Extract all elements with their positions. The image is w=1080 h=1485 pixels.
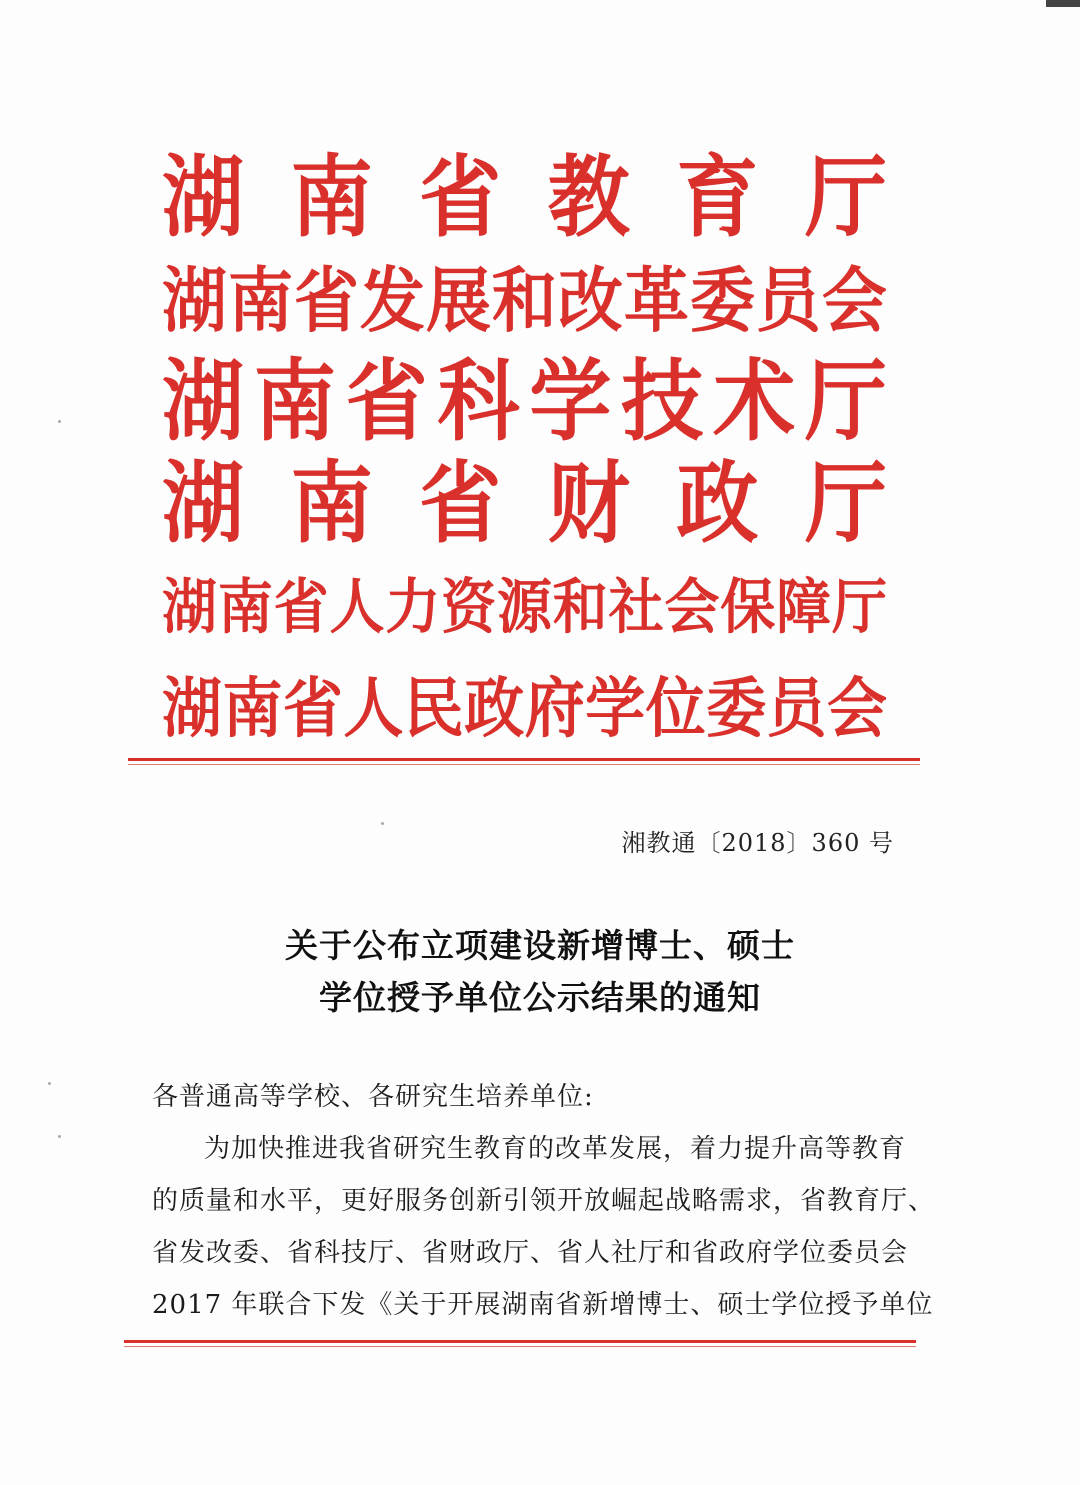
issuer-char: 员: [755, 260, 821, 342]
issuer-char: 民: [403, 671, 464, 747]
issuer-char: 南: [290, 147, 373, 250]
issuer-char: 政: [464, 671, 525, 747]
issuer-char: 员: [766, 671, 827, 747]
issuer-char: 省: [419, 147, 502, 250]
issuer-char: 教: [547, 147, 630, 250]
issuer-char: 学: [529, 351, 612, 454]
issuer-line: [162, 246, 887, 356]
scan-corner-mark: [1046, 0, 1080, 7]
body-line: 2017 年联合下发《关于开展湖南省新增博士、硕士学位授予单位: [152, 1290, 934, 1320]
issuer-char: 资: [441, 571, 497, 642]
scan-speck: [48, 1082, 51, 1085]
issuer-char: 改: [557, 260, 623, 342]
body-line: 为加快推进我省研究生教育的改革发展，着力提升高等教育: [204, 1134, 907, 1164]
issuer-char: 厅: [804, 453, 887, 556]
scan-speck: [381, 822, 384, 825]
issuer-char: 政: [676, 453, 759, 556]
footer-divider-thin: [124, 1346, 916, 1347]
issuer-char: 省: [273, 571, 329, 642]
issuer-line: [162, 552, 887, 662]
footer-divider: [124, 1340, 916, 1343]
issuer-char: 厅: [804, 351, 887, 454]
issuer-char: 和: [552, 571, 608, 642]
issuer-char: 南: [227, 260, 293, 342]
issuer-char: 厅: [831, 571, 887, 642]
issuer-char: 南: [253, 351, 336, 454]
issuer-char: 科: [437, 351, 520, 454]
issuer-char: 湖: [162, 147, 245, 250]
issuer-char: 省: [419, 453, 502, 556]
issuer-char: 革: [623, 260, 689, 342]
issuer-char: 省: [293, 260, 359, 342]
issuer-header: [162, 148, 887, 760]
issuer-char: 南: [222, 671, 283, 747]
issuer-char: 南: [290, 453, 373, 556]
issuer-char: 育: [676, 147, 759, 250]
issuer-char: 技: [621, 351, 704, 454]
issuer-char: 会: [664, 571, 720, 642]
issuer-line: [162, 450, 887, 560]
issuer-char: 委: [689, 260, 755, 342]
issuer-char: 会: [821, 260, 887, 342]
issuer-char: 展: [425, 260, 491, 342]
issuer-char: 源: [496, 571, 552, 642]
issuer-char: 发: [359, 260, 425, 342]
document-number: 湘教通〔2018〕360 号: [621, 829, 894, 857]
issuer-char: 和: [491, 260, 557, 342]
issuer-char: 委: [706, 671, 767, 747]
issuer-char: 障: [776, 571, 832, 642]
scan-speck: [58, 420, 61, 423]
issuer-char: 省: [282, 671, 343, 747]
issuer-char: 湖: [162, 260, 228, 342]
issuer-char: 人: [329, 571, 385, 642]
issuer-line: [162, 654, 887, 764]
issuer-char: 湖: [162, 351, 245, 454]
salutation: 各普通高等学校、各研究生培养单位:: [152, 1082, 594, 1112]
issuer-char: 湖: [162, 671, 222, 747]
issuer-char: 人: [343, 671, 404, 747]
document-title-line-1: 关于公布立项建设新增博士、硕士: [285, 926, 795, 965]
issuer-char: 会: [826, 671, 887, 747]
issuer-line: [162, 348, 887, 458]
body-line: 省发改委、省科技厅、省财政厅、省人社厅和省政府学位委员会: [152, 1238, 909, 1268]
body-line: 的质量和水平，更好服务创新引领开放崛起战略需求，省教育厅、: [152, 1186, 936, 1216]
issuer-char: 府: [524, 671, 585, 747]
issuer-char: 力: [385, 571, 441, 642]
issuer-char: 省: [345, 351, 428, 454]
issuer-char: 保: [720, 571, 776, 642]
header-divider: [128, 758, 920, 761]
issuer-char: 社: [608, 571, 664, 642]
issuer-char: 学: [585, 671, 646, 747]
header-divider-thin: [128, 764, 920, 765]
document-title-line-2: 学位授予单位公示结果的通知: [319, 978, 761, 1017]
issuer-char: 位: [645, 671, 706, 747]
scan-speck: [58, 1135, 61, 1138]
issuer-char: 湖: [162, 571, 218, 642]
issuer-char: 术: [713, 351, 796, 454]
issuer-char: 财: [547, 453, 630, 556]
issuer-char: 南: [217, 571, 273, 642]
issuer-char: 厅: [804, 147, 887, 250]
issuer-char: 湖: [162, 453, 245, 556]
issuer-line: [162, 144, 887, 254]
